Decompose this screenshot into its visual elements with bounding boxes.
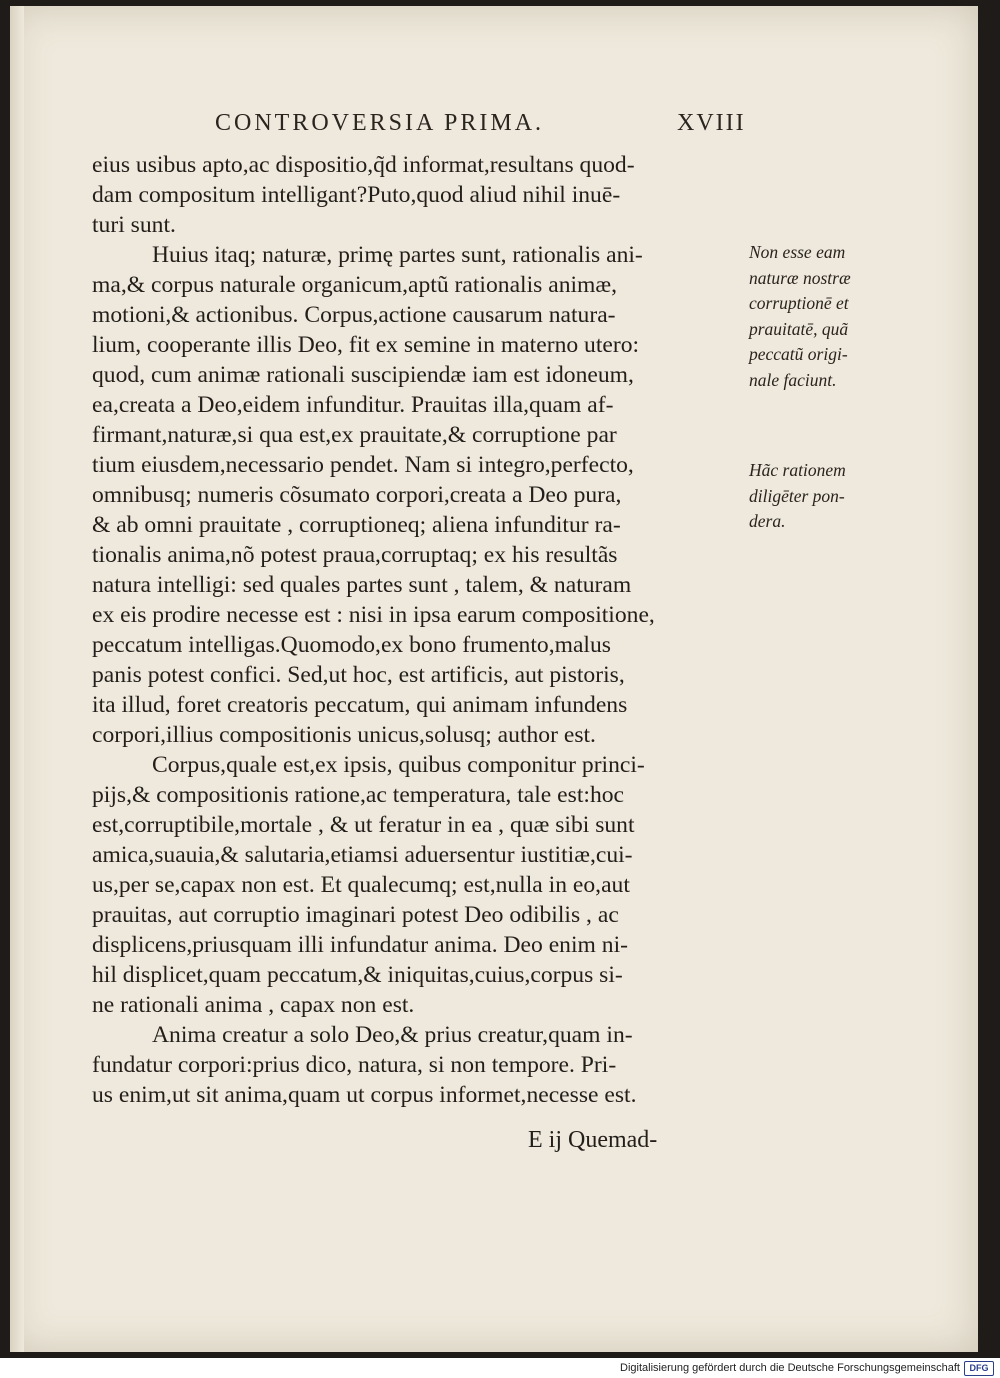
text-line: Anima creatur a solo Deo,& prius creatur,quam in-: [152, 1022, 633, 1048]
text-line: ea,creata a Deo,eidem infunditur. Prauitas illa,quam af-: [92, 392, 614, 418]
text-line: us enim,ut sit anima,quam ut corpus informet,necesse est.: [92, 1082, 637, 1108]
dfg-logo-icon: DFG: [964, 1361, 994, 1376]
text-line: prauitas, aut corruptio imaginari potest Deo odibilis , ac: [92, 902, 619, 928]
text-line: turi sunt.: [92, 212, 176, 238]
marginal-note-nature: [749, 240, 879, 393]
note-line: Hãc rationem: [749, 460, 846, 480]
text-line: tionalis anima,nõ potest praua,corruptaq; ex his resultãs: [92, 542, 618, 568]
funding-credit: Digitalisierung gefördert durch die Deutsche Forschungsgemeinschaft: [620, 1362, 960, 1374]
note-line: corruptionē et: [749, 293, 849, 313]
text-line: & ab omni prauitate , corruptioneq; aliena infunditur ra-: [92, 512, 621, 538]
text-line: ita illud, foret creatoris peccatum, qui animam infundens: [92, 692, 628, 718]
text-line: est,corruptibile,mortale , & ut feratur in ea , quæ sibi sunt: [92, 812, 635, 838]
text-line: ma,& corpus naturale organicum,aptũ rationalis animæ,: [92, 272, 618, 298]
note-line: diligēter pon-: [749, 485, 845, 506]
note-line: naturæ nostræ: [749, 267, 851, 288]
text-line: fundatur corpori:prius dico, natura, si non tempore. Pri-: [92, 1052, 617, 1078]
note-line: prauitatē, quã: [749, 318, 849, 339]
text-line: panis potest confici. Sed,ut hoc, est artificis, aut pistoris,: [92, 662, 625, 688]
text-line: peccatum intelligas.Quomodo,ex bono frumento,malus: [92, 632, 611, 658]
text-line: lium, cooperante illis Deo, fit ex semine in materno utero:: [92, 332, 640, 358]
running-head: CONTROVERSIA PRIMA.: [215, 110, 545, 136]
text-line: amica,suauia,& salutaria,etiamsi aduersentur iustitiæ,cui-: [92, 842, 633, 868]
text-line: us,per se,capax non est. Et qualecumq; est,nulla in eo,aut: [92, 872, 630, 898]
catchword: E ij Quemad-: [528, 1127, 658, 1153]
text-line: Huius itaq; naturæ, primę partes sunt, rationalis ani-: [152, 242, 643, 268]
text-line: quod, cum animæ rationali suscipiendæ iam est idoneum,: [92, 362, 634, 388]
note-line: dera.: [749, 511, 786, 531]
text-line: motioni,& actionibus. Corpus,actione causarum natura-: [92, 302, 616, 328]
note-line: peccatũ origi-: [749, 344, 848, 364]
folio-number: XVIII: [677, 110, 746, 136]
text-line: natura intelligi: sed quales partes sunt , talem, & naturam: [92, 572, 632, 598]
text-line: tium eiusdem,necessario pendet. Nam si integro,perfecto,: [92, 452, 634, 478]
text-line: hil displicet,quam peccatum,& iniquitas,cuius,corpus si-: [92, 962, 623, 988]
text-line: dam compositum intelligant?Puto,quod aliud nihil inuē-: [92, 182, 621, 208]
text-line: firmant,naturæ,si qua est,ex prauitate,& corruptione par: [92, 422, 617, 448]
marginal-note-ponder: [749, 458, 879, 535]
text-line: displicens,priusquam illi infundatur anima. Deo enim ni-: [92, 932, 628, 958]
text-line: corpori,illius compositionis unicus,solusq; author est.: [92, 722, 596, 748]
text-line: pijs,& compositionis ratione,ac temperatura, tale est:hoc: [92, 782, 625, 808]
text-line: eius usibus apto,ac dispositio,q̃d informat,resultans quod-: [92, 152, 635, 178]
body-text: [92, 150, 742, 1110]
text-line: omnibusq; numeris cõsumato corpori,creata a Deo pura,: [92, 482, 622, 508]
note-line: nale faciunt.: [749, 369, 837, 390]
text-line: Corpus,quale est,ex ipsis, quibus componitur princi-: [152, 752, 645, 778]
page-left-edge: [10, 6, 24, 1352]
note-line: Non esse eam: [749, 242, 846, 262]
text-line: ex eis prodire necesse est : nisi in ipsa earum compositione,: [92, 602, 655, 628]
text-line: ne rationali anima , capax non est.: [92, 992, 415, 1018]
